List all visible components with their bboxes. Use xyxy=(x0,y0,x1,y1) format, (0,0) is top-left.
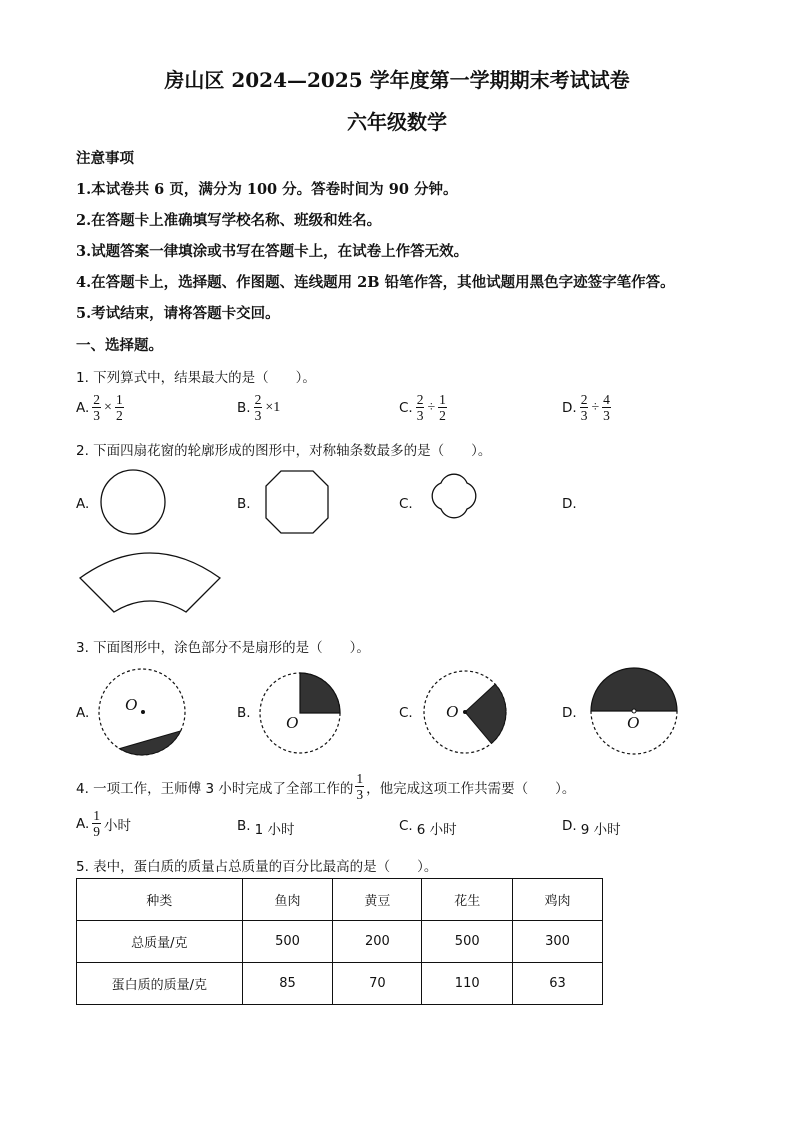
table-header-cell: 黄豆 xyxy=(333,879,422,921)
table-cell: 500 xyxy=(422,921,513,963)
operator: ÷ xyxy=(427,399,436,415)
question-4-stem: 4. 一项工作，王师傅 3 小时完成了全部工作的 $\frac{1}{3}$ ，他完成这项工作共需要（ ）。 xyxy=(76,771,576,802)
fraction: $\frac{1}{2}$ xyxy=(439,392,446,423)
fraction: $\frac{2}{3}$ xyxy=(580,392,588,423)
operator: × xyxy=(104,399,112,415)
q4-option-c: C. 6 小时 xyxy=(399,818,457,838)
q3-figure-d xyxy=(591,668,677,754)
table-cell: 70 xyxy=(333,963,422,1005)
q2-option-d-label: D. xyxy=(562,496,577,512)
fraction: $\frac{1}{9}$ xyxy=(93,808,101,839)
q3-option-d-label: D. xyxy=(562,705,577,721)
table-header-cell: 鸡肉 xyxy=(513,879,603,921)
table-cell: 110 xyxy=(422,963,513,1005)
question-2-stem: 2. 下面四扇花窗的轮廓形成的图形中，对称轴条数最多的是（ ）。 xyxy=(76,443,492,459)
q4-option-d: D. 9 小时 xyxy=(562,818,621,838)
option-letter: A. xyxy=(76,399,90,416)
q3-c-center-label: O xyxy=(446,702,459,721)
table-cell: 500 xyxy=(242,921,333,963)
q3-option-b-label: B. xyxy=(237,705,251,721)
circle-icon xyxy=(101,470,165,534)
fan-ring-icon xyxy=(80,553,220,612)
table-cell: 200 xyxy=(333,921,422,963)
notice-item-3: 3.试题答案一律填涂或书写在答题卡上，在试卷上作答无效。 xyxy=(76,243,469,260)
section-heading-choice: 一、选择题。 xyxy=(76,337,163,354)
table-header-cell: 种类 xyxy=(77,879,243,921)
q3-figure-b xyxy=(260,673,340,753)
table-cell: 总质量/克 xyxy=(77,921,243,963)
q3-figure-a xyxy=(99,669,185,755)
exam-title: 房山区 2024—2025 学年度第一学期期末考试试卷 xyxy=(164,68,630,92)
q3-b-center-label: O xyxy=(286,713,299,732)
question-1-stem: 1. 下列算式中，结果最大的是（ ）。 xyxy=(76,370,316,386)
option-letter: C. xyxy=(399,399,413,416)
fraction: $\frac{2}{3}$ xyxy=(416,392,424,423)
table-header-cell: 花生 xyxy=(422,879,513,921)
table-cell: 63 xyxy=(513,963,603,1005)
q4-option-b: B. 1 小时 xyxy=(237,818,295,838)
q4-option-a: A. $\frac{1}{9}$ 小时 xyxy=(76,808,132,839)
protein-table xyxy=(76,878,603,1005)
q3-a-center-label: O xyxy=(125,695,138,714)
q2-option-a-label: A. xyxy=(76,496,90,512)
notice-item-5: 5.考试结束，请将答题卡交回。 xyxy=(76,305,280,322)
fraction: $\frac{4}{3}$ xyxy=(603,392,610,423)
fraction: $\frac{2}{3}$ xyxy=(93,392,101,423)
q3-figure-c xyxy=(424,671,506,753)
table-header-row xyxy=(77,879,603,921)
table-header-cell: 鱼肉 xyxy=(242,879,333,921)
operator: ×1 xyxy=(265,399,281,415)
quatrefoil-icon xyxy=(432,474,476,518)
operator: ÷ xyxy=(591,399,600,415)
q3-option-a-label: A. xyxy=(76,705,90,721)
q3-d-center-label: O xyxy=(627,713,640,732)
notice-heading: 注意事项 xyxy=(76,150,134,167)
table-row xyxy=(77,921,603,963)
q2-option-b-label: B. xyxy=(237,496,251,512)
question-5-stem: 5. 表中，蛋白质的质量占总质量的百分比最高的是（ ）。 xyxy=(76,859,438,875)
exam-subtitle: 六年级数学 xyxy=(347,110,447,134)
fraction: $\frac{1}{3}$ xyxy=(356,771,364,802)
table-cell: 蛋白质的质量/克 xyxy=(77,963,243,1005)
option-letter: B. xyxy=(237,399,251,416)
fraction: $\frac{2}{3}$ xyxy=(254,392,262,423)
option-letter: D. xyxy=(562,399,577,416)
center-dot xyxy=(141,710,145,714)
notice-item-2: 2.在答题卡上准确填写学校名称、班级和姓名。 xyxy=(76,212,382,229)
q2-option-c-label: C. xyxy=(399,496,413,512)
notice-item-1: 1.本试卷共 6 页，满分为 100 分。答卷时间为 90 分钟。 xyxy=(76,181,458,198)
table-row xyxy=(77,963,603,1005)
octagon-icon xyxy=(266,471,328,533)
q3-option-c-label: C. xyxy=(399,705,413,721)
question-3-stem: 3. 下面图形中，涂色部分不是扇形的是（ ）。 xyxy=(76,640,370,656)
notice-item-4: 4.在答题卡上，选择题、作图题、连线题用 2B 铅笔作答，其他试题用黑色字迹签字笔作答。 xyxy=(76,274,675,291)
fraction: $\frac{1}{2}$ xyxy=(115,392,123,423)
table-cell: 85 xyxy=(242,963,333,1005)
table-cell: 300 xyxy=(513,921,603,963)
